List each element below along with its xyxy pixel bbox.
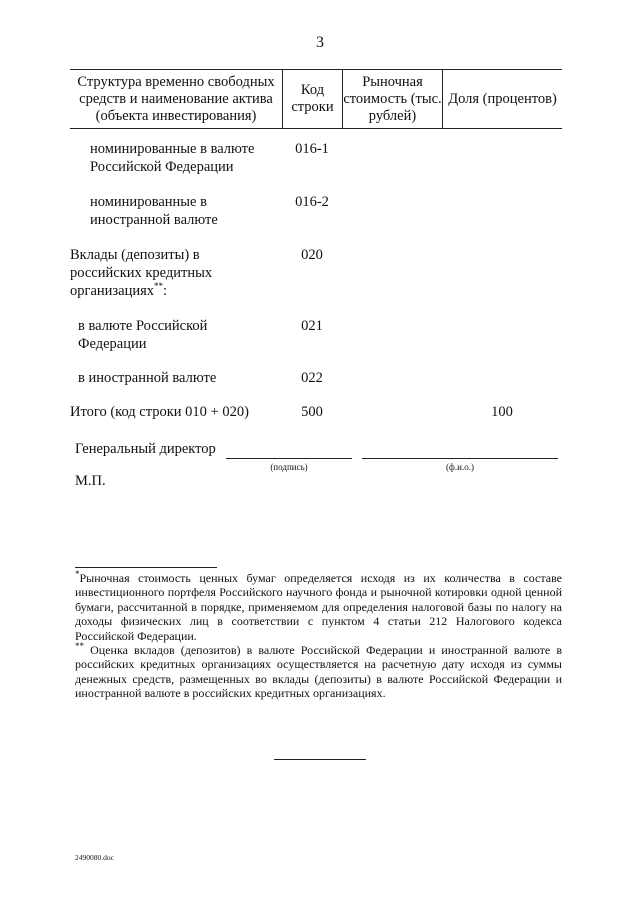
row-name: Итого (код строки 010 + 020) [70,404,249,420]
footnote: *Рыночная стоимость ценных бумаг определяется исходя из их количества в составе инвестиционного портфеля Российского научного фонда и рыночной котировки одной ценной бумаги, рассчитанной в порядке, применяемом для определения налоговой базы по налогу на доходы физических лиц в соответствии с пунктом 4 статьи 212 Налогового кодекса Российской Федерации. [75,569,562,643]
table-header [70,70,562,128]
row-code: 022 [301,370,323,386]
footnote-mark: ** [154,281,164,292]
signature-label: Генеральный директор [75,441,216,457]
header-share-percent: Доля (процентов) [442,70,562,128]
footnote: ** Оценка вкладов (депозитов) в валюте Российской Федерации и иностранной валюте в российских кредитных организациях осуществляется на расчетную дату исходя из суммы денежных средств, размещенных во вклады (депозиты) в валюте Российской Федерации и иностранной валюте в российских кредитных организациях. [75,641,563,701]
header-asset-name: Структура временно свободных средств и наименование актива (объекта инвестирования) [77,73,275,124]
row-code: 016-2 [295,194,329,210]
footnotes [75,571,562,701]
row-share: 100 [491,404,513,420]
row-code: 020 [301,247,323,263]
row-name: в валюте Российской Федерации [78,318,208,352]
row-name: номинированные в валюте Российской Федерации [90,141,255,175]
signature-line [226,458,352,459]
row-code: 016-1 [295,141,329,157]
signature-caption: (подпись) [270,462,308,472]
document-reference: 2490080.doc [75,853,114,862]
header-market-value: Рыночная стоимость (тыс. рублей) [342,70,442,128]
page-number: 3 [316,34,324,51]
end-rule [274,759,366,760]
footnote-mark: * [75,569,80,579]
row-name: Вклады (депозиты) в российских кредитных организациях**: [70,247,213,299]
row-code: 500 [301,404,323,420]
header-row-code: Код строки [282,70,342,128]
row-name: номинированные в иностранной валюте [90,194,218,228]
asset-structure-table [70,69,562,129]
name-caption: (ф.и.о.) [446,462,474,472]
row-code: 021 [301,318,323,334]
name-line [362,458,558,459]
footnote-mark: ** [75,641,84,652]
footnote-separator [75,567,217,568]
row-name: в иностранной валюте [78,370,217,386]
stamp-place: М.П. [75,473,106,489]
